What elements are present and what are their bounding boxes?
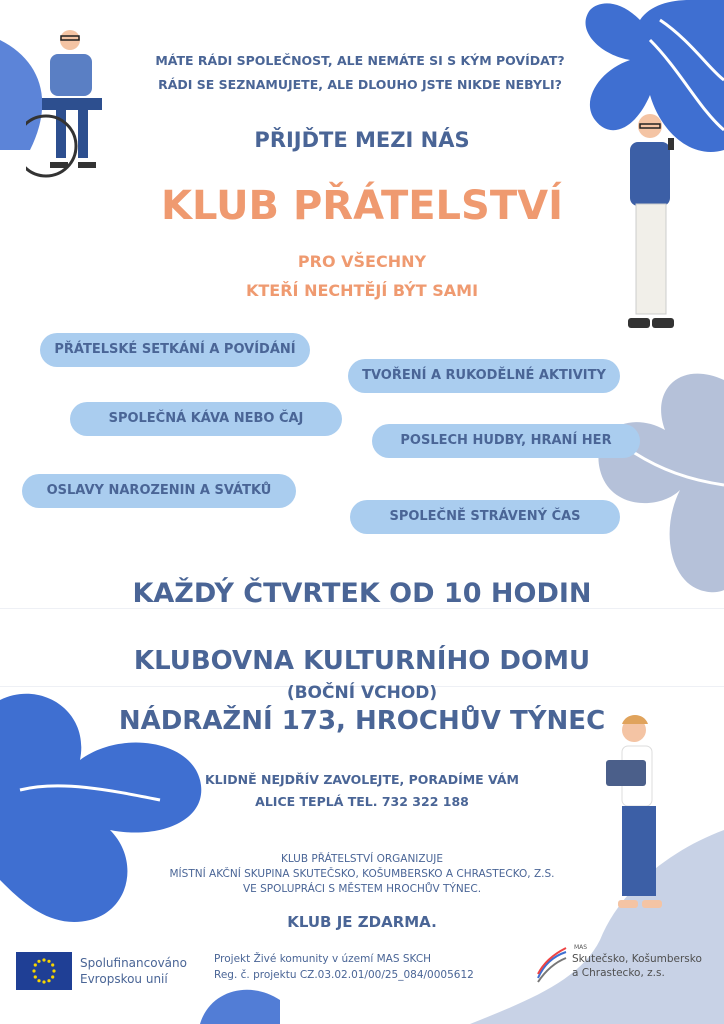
organizer-line-2: MÍSTNÍ AKČNÍ SKUPINA SKUTEČSKO, KOŠUMBERSKO A CHRASTECKO, Z.S. (169, 868, 555, 880)
invite-heading: PŘIJĎTE MEZI NÁS (254, 128, 470, 152)
free-notice: KLUB JE ZDARMA. (287, 913, 437, 931)
intro-line-2: RÁDI SE SEZNAMUJETE, ALE DLOUHO JSTE NIKDE NEBYLI? (158, 77, 562, 92)
activity-pill: OSLAVY NAROZENIN A SVÁTKŮ (22, 474, 296, 508)
mas-logo-icon (536, 944, 568, 984)
blue-petal-bottom-center (200, 980, 280, 1024)
project-line-1: Projekt Živé komunity v území MAS SKCH (214, 953, 432, 965)
mas-line-1: Skutečsko, Košumbersko (572, 953, 702, 965)
activity-pill: POSLECH HUDBY, HRANÍ HER (372, 424, 640, 458)
eu-flag-icon (16, 952, 72, 990)
mas-name (572, 952, 702, 980)
eu-caption-line-1: Spolufinancováno (80, 956, 187, 970)
eu-caption (80, 955, 187, 987)
organizer-line-1: KLUB PŘÁTELSTVÍ ORGANIZUJE (280, 853, 444, 865)
project-info (214, 951, 474, 983)
venue-line-3: NÁDRAŽNÍ 173, HROCHŮV TÝNEC (118, 706, 606, 736)
activity-pill: TVOŘENÍ A RUKODĚLNÉ AKTIVITY (348, 359, 620, 393)
organizer-line-3: VE SPOLUPRÁCI S MĚSTEM HROCHŮV TÝNEC. (242, 883, 482, 895)
venue-line-1: KLUBOVNA KULTURNÍHO DOMU (133, 646, 591, 676)
project-line-2: Reg. č. projektu CZ.03.02.01/00/25_084/0005612 (214, 969, 474, 981)
mas-small-label: MAS (574, 944, 588, 951)
venue-line-2: (BOČNÍ VCHOD) (286, 683, 438, 703)
activity-pill: SPOLEČNĚ STRÁVENÝ ČAS (350, 500, 620, 534)
subtitle-line-1: PRO VŠECHNY (297, 252, 427, 271)
subtitle-line-2: KTEŘÍ NECHTĚJÍ BÝT SAMI (245, 281, 479, 300)
mas-line-2: a Chrastecko, z.s. (572, 967, 665, 979)
contact-line-2: ALICE TEPLÁ TEL. 732 322 188 (255, 794, 469, 809)
intro-line-1: MÁTE RÁDI SPOLEČNOST, ALE NEMÁTE SI S KÝM POVÍDAT? (155, 53, 565, 68)
wheelchair-man-illustration (26, 26, 122, 184)
schedule-heading: KAŽDÝ ČTVRTEK OD 10 HODIN (132, 578, 592, 609)
activity-pill: PŘÁTELSKÉ SETKÁNÍ A POVÍDÁNÍ (40, 333, 310, 367)
contact-line-1: KLIDNĚ NEJDŘÍV ZAVOLEJTE, PORADÍME VÁM (204, 772, 520, 787)
activity-pill: SPOLEČNÁ KÁVA NEBO ČAJ (70, 402, 342, 436)
page-title: KLUB PŘÁTELSTVÍ (161, 183, 563, 229)
eu-caption-line-2: Evropskou unií (80, 972, 168, 986)
